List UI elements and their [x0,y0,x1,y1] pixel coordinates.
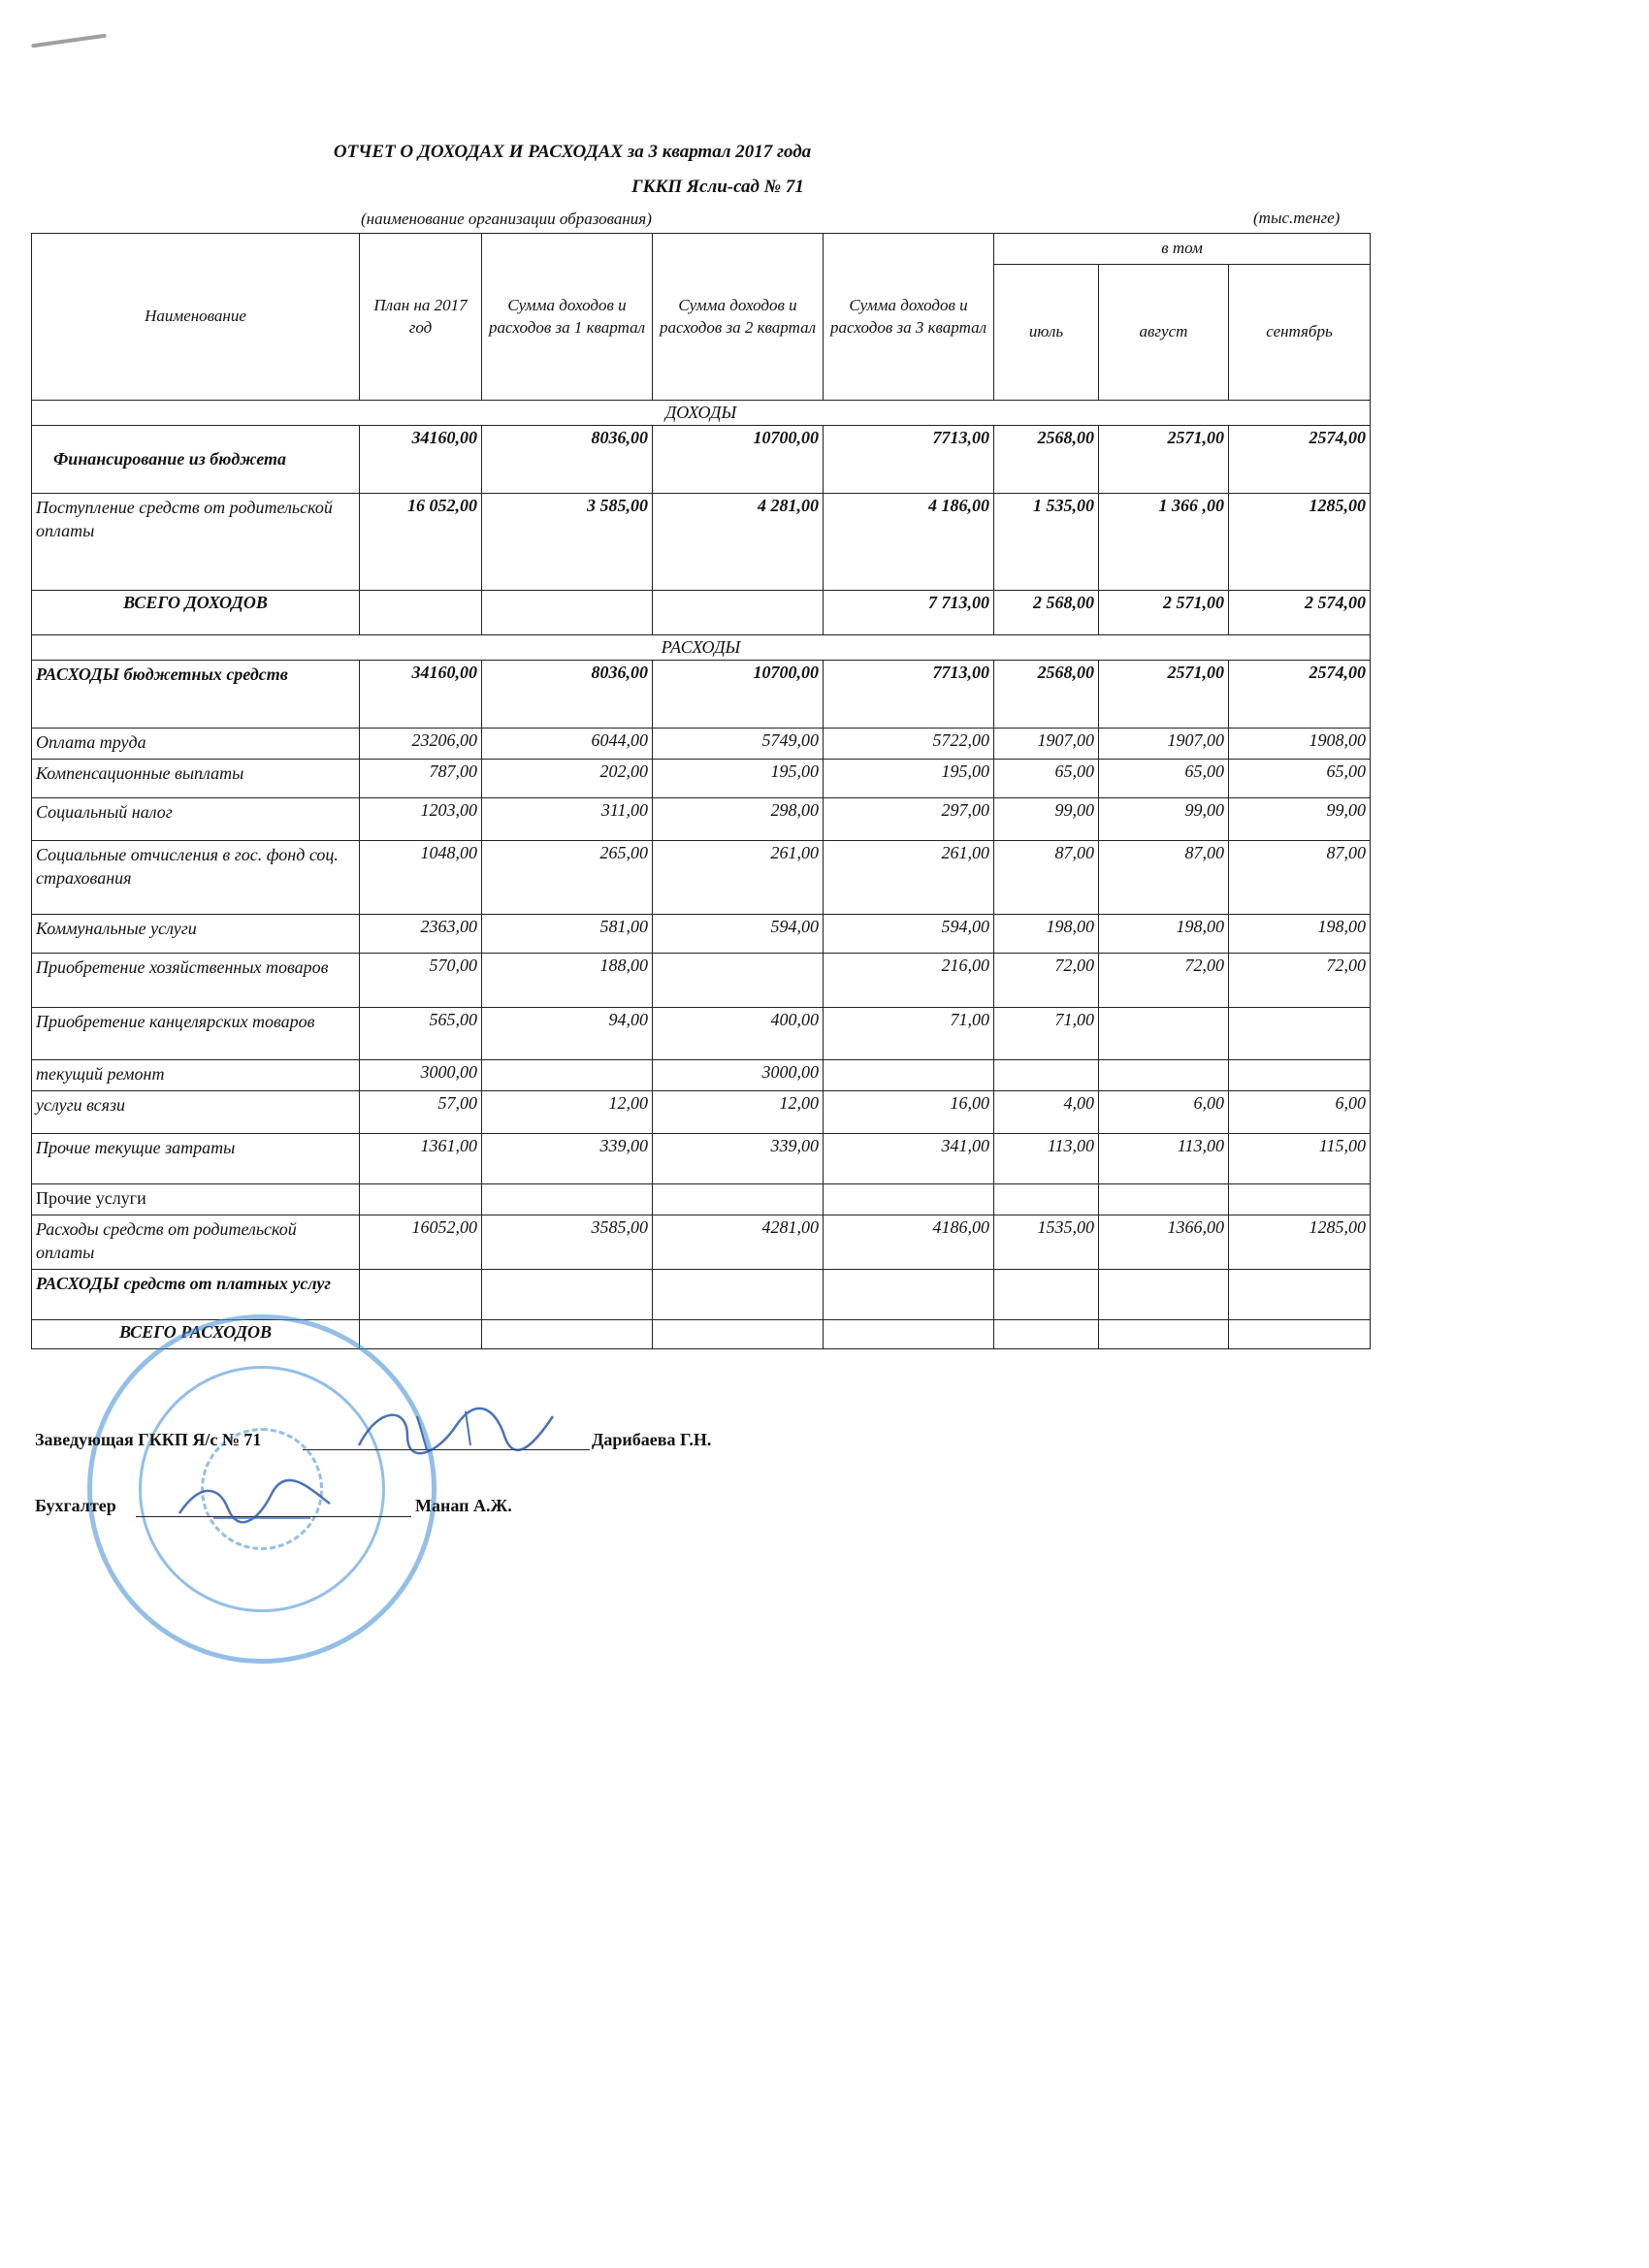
cell-q3: 16,00 [824,1091,994,1134]
cell-q2: 10700,00 [653,661,824,729]
cell-plan: 787,00 [360,760,482,798]
table-row [32,494,1371,591]
cell-august: 2571,00 [1099,661,1229,729]
cell-august: 65,00 [1099,760,1229,798]
col-header-q2: Сумма доходов и расходов за 2 квартал [653,234,824,401]
cell-august: 99,00 [1099,798,1229,841]
cell-july: 72,00 [994,954,1099,1008]
table-row [32,1008,1371,1060]
cell-august [1099,1008,1229,1060]
cell-q2: 3000,00 [653,1060,824,1091]
table-row [32,1091,1371,1134]
accountant-signature [175,1474,340,1533]
accountant-role-label: Бухгалтер [35,1496,116,1515]
table-row [32,1215,1371,1270]
cell-september [1229,1008,1371,1060]
cell-q1: 3585,00 [482,1215,653,1270]
unit-label: (тыс.тенге) [1253,209,1341,227]
cell-q3: 7 713,00 [824,591,994,635]
col-header-group: в том [994,234,1371,265]
income-total-label: ВСЕГО ДОХОДОВ [32,591,360,635]
cell-september: 99,00 [1229,798,1371,841]
cell-plan: 1361,00 [360,1134,482,1184]
row-name: Приобретение хозяйственных товаров [32,954,360,1008]
table-row [32,1184,1371,1215]
report-title: ОТЧЕТ О ДОХОДАХ И РАСХОДАХ за 3 квартал 2017 года [333,142,812,162]
cell-q3: 7713,00 [824,426,994,494]
table-row [32,841,1371,915]
cell-august: 2571,00 [1099,426,1229,494]
cell-q1: 339,00 [482,1134,653,1184]
cell-q1 [482,591,653,635]
cell-plan: 34160,00 [360,426,482,494]
cell-september: 198,00 [1229,915,1371,954]
cell-q2 [653,591,824,635]
cell-q1: 188,00 [482,954,653,1008]
cell-plan: 34160,00 [360,661,482,729]
col-header-name: Наименование [32,234,360,401]
cell-july: 99,00 [994,798,1099,841]
row-name: Расходы средств от родительской оплаты [32,1215,360,1270]
cell-august: 2 571,00 [1099,591,1229,635]
cell-august [1099,1060,1229,1091]
cell-august: 1907,00 [1099,729,1229,760]
cell-q3: 7713,00 [824,661,994,729]
col-header-q3: Сумма доходов и расходов за 3 квартал [824,234,994,401]
row-name: Оплата труда [32,729,360,760]
row-name: Социальный налог [32,798,360,841]
cell-plan: 1048,00 [360,841,482,915]
col-header-plan: План на 2017 год [360,234,482,401]
cell-july: 2 568,00 [994,591,1099,635]
report-table [31,233,1371,1349]
cell-q3: 216,00 [824,954,994,1008]
cell-august: 198,00 [1099,915,1229,954]
cell-july [994,1060,1099,1091]
cell-july: 113,00 [994,1134,1099,1184]
cell-plan: 16 052,00 [360,494,482,591]
cell-september: 2574,00 [1229,661,1371,729]
cell-plan: 565,00 [360,1008,482,1060]
table-row [32,915,1371,954]
row-name: Поступление средств от родительской оплаты [32,494,360,591]
cell-july: 4,00 [994,1091,1099,1134]
cell-q2: 4281,00 [653,1215,824,1270]
cell-september: 1908,00 [1229,729,1371,760]
cell-q2: 10700,00 [653,426,824,494]
row-name: Социальные отчисления в гос. фонд соц. страхования [32,841,360,915]
section-expenses: РАСХОДЫ [32,635,1371,661]
cell-september: 72,00 [1229,954,1371,1008]
cell-q1: 202,00 [482,760,653,798]
head-signature [349,1397,563,1465]
cell-plan: 57,00 [360,1091,482,1134]
cell-q3 [824,1060,994,1091]
cell-september: 6,00 [1229,1091,1371,1134]
cell-q3: 341,00 [824,1134,994,1184]
cell-plan: 23206,00 [360,729,482,760]
cell-september: 1285,00 [1229,1215,1371,1270]
accountant-name-label: Манап А.Ж. [415,1496,512,1515]
row-name: РАСХОДЫ бюджетных средств [32,661,360,729]
cell-september [1229,1060,1371,1091]
table-row [32,1270,1371,1320]
cell-september: 2 574,00 [1229,591,1371,635]
table-row [32,729,1371,760]
cell-q1: 94,00 [482,1008,653,1060]
col-header-september: сентябрь [1229,265,1371,401]
scan-artifact [31,34,107,49]
cell-q2 [653,954,824,1008]
cell-september: 115,00 [1229,1134,1371,1184]
cell-q3: 594,00 [824,915,994,954]
cell-q1: 311,00 [482,798,653,841]
cell-july: 87,00 [994,841,1099,915]
table-row [32,1134,1371,1184]
cell-q2: 400,00 [653,1008,824,1060]
col-header-august: август [1099,265,1229,401]
cell-q1: 3 585,00 [482,494,653,591]
row-name: Компенсационные выплаты [32,760,360,798]
head-name-label: Дарибаева Г.Н. [592,1430,712,1449]
cell-q3: 195,00 [824,760,994,798]
cell-q2: 339,00 [653,1134,824,1184]
cell-q1: 581,00 [482,915,653,954]
cell-september: 2574,00 [1229,426,1371,494]
cell-august: 1 366 ,00 [1099,494,1229,591]
cell-july: 1907,00 [994,729,1099,760]
cell-q1: 6044,00 [482,729,653,760]
row-name: Приобретение канцелярских товаров [32,1008,360,1060]
cell-july: 2568,00 [994,426,1099,494]
row-name: Коммунальные услуги [32,915,360,954]
cell-july: 1 535,00 [994,494,1099,591]
organization-name: ГККП Ясли-сад № 71 [631,177,804,197]
cell-q3: 297,00 [824,798,994,841]
cell-august: 1366,00 [1099,1215,1229,1270]
cell-q3: 4186,00 [824,1215,994,1270]
cell-q3: 5722,00 [824,729,994,760]
cell-july: 71,00 [994,1008,1099,1060]
row-name: Прочие текущие затраты [32,1134,360,1184]
cell-q2: 261,00 [653,841,824,915]
row-name: услуги всязи [32,1091,360,1134]
cell-q2: 195,00 [653,760,824,798]
cell-q2: 298,00 [653,798,824,841]
total-row [32,591,1371,635]
row-name: текущий ремонт [32,1060,360,1091]
cell-q2: 5749,00 [653,729,824,760]
cell-q3: 71,00 [824,1008,994,1060]
table-row [32,1060,1371,1091]
cell-august: 113,00 [1099,1134,1229,1184]
cell-plan [360,591,482,635]
cell-august: 72,00 [1099,954,1229,1008]
cell-august: 87,00 [1099,841,1229,915]
cell-q2: 594,00 [653,915,824,954]
cell-september: 87,00 [1229,841,1371,915]
col-header-july: июль [994,265,1099,401]
cell-q3: 4 186,00 [824,494,994,591]
row-name: РАСХОДЫ средств от платных услуг [32,1270,360,1320]
table-row [32,661,1371,729]
table-row [32,954,1371,1008]
cell-plan: 3000,00 [360,1060,482,1091]
cell-july: 65,00 [994,760,1099,798]
cell-plan: 1203,00 [360,798,482,841]
cell-q1 [482,1060,653,1091]
table-row [32,760,1371,798]
organization-caption: (наименование организации образования) [361,210,652,228]
cell-q1: 8036,00 [482,661,653,729]
cell-plan: 2363,00 [360,915,482,954]
expense-total-label: ВСЕГО РАСХОДОВ [32,1320,360,1349]
cell-q2: 4 281,00 [653,494,824,591]
section-income: ДОХОДЫ [32,401,1371,426]
col-header-q1: Сумма доходов и расходов за 1 квартал [482,234,653,401]
cell-plan: 570,00 [360,954,482,1008]
cell-july: 198,00 [994,915,1099,954]
row-name: Финансирование из бюджета [32,426,360,494]
table-row [32,426,1371,494]
cell-q3: 261,00 [824,841,994,915]
cell-q1: 12,00 [482,1091,653,1134]
cell-september: 65,00 [1229,760,1371,798]
cell-july: 2568,00 [994,661,1099,729]
cell-q1: 8036,00 [482,426,653,494]
cell-july: 1535,00 [994,1215,1099,1270]
cell-august: 6,00 [1099,1091,1229,1134]
head-role-label: Заведующая ГККП Я/с № 71 [35,1430,262,1449]
table-row [32,798,1371,841]
row-name: Прочие услуги [32,1184,360,1215]
cell-q2: 12,00 [653,1091,824,1134]
cell-q1: 265,00 [482,841,653,915]
cell-september: 1285,00 [1229,494,1371,591]
cell-plan: 16052,00 [360,1215,482,1270]
